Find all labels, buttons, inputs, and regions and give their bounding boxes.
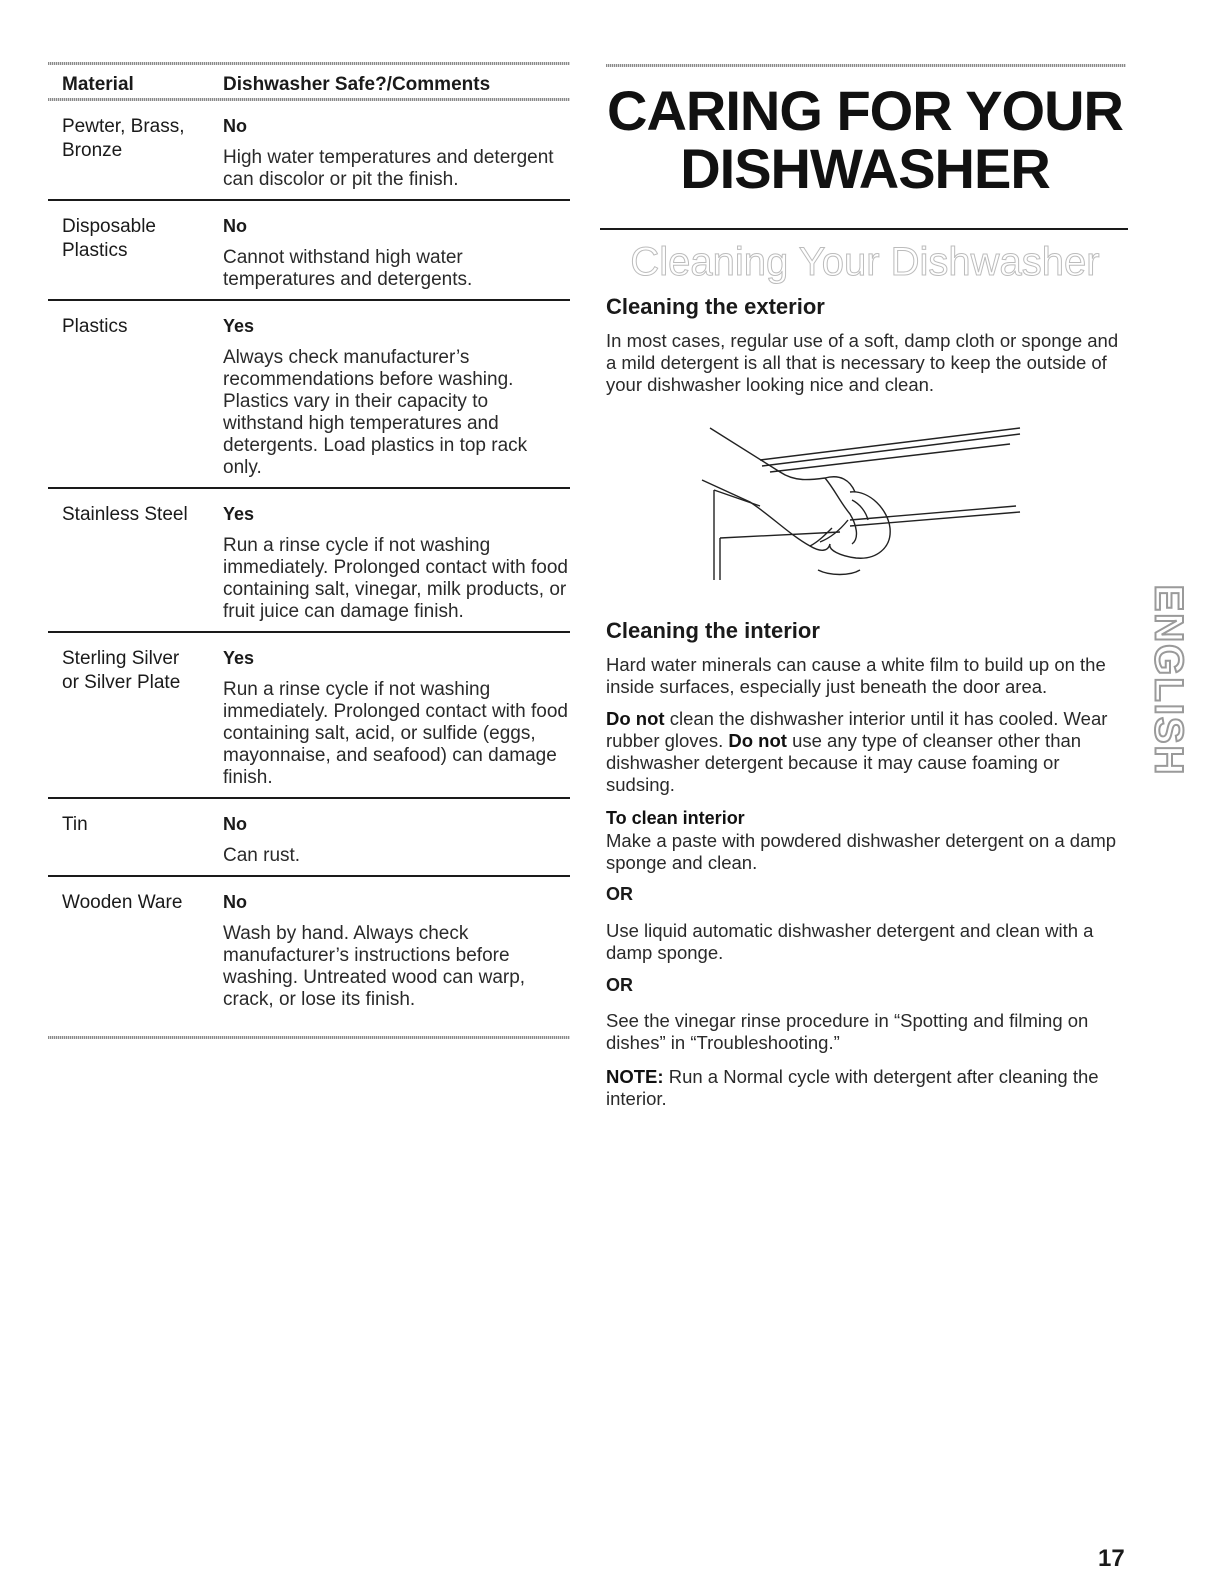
material-cell: Disposable Plastics xyxy=(62,216,156,261)
title-line-2: DISHWASHER xyxy=(680,137,1050,200)
to-clean-heading: To clean interior xyxy=(606,808,745,828)
table-row xyxy=(48,799,570,877)
materials-table xyxy=(48,62,570,1021)
material-cell: Stainless Steel xyxy=(62,504,188,525)
liquid-detergent-text: Use liquid automatic dishwasher detergent and clean with a damp sponge. xyxy=(606,920,1094,963)
to-clean-text: Make a paste with powdered dishwasher detergent on a damp sponge and clean. xyxy=(606,830,1117,873)
dishwasher-safe-verdict: Yes xyxy=(223,504,255,524)
material-cell: Wooden Ware xyxy=(62,892,183,913)
dishwasher-safe-verdict: No xyxy=(223,116,247,136)
exterior-heading: Cleaning the exterior xyxy=(606,294,825,319)
comment-cell: Always check manufacturer’s recommendations before washing. Plastics vary in their capacity to withstand high temperatures and detergents. Load plastics in top rack only. xyxy=(223,347,528,478)
language-label: ENGLISH xyxy=(1146,584,1191,776)
top-rule-right xyxy=(606,64,1126,67)
table-bottom-rule xyxy=(48,1036,570,1039)
dishwasher-safe-verdict: No xyxy=(223,892,247,912)
note-text: Run a Normal cycle with detergent after cleaning the interior. xyxy=(606,1066,1099,1109)
material-cell: Pewter, Brass, Bronze xyxy=(62,116,185,161)
comment-cell: High water temperatures and detergent can discolor or pit the finish. xyxy=(223,147,554,190)
table-row xyxy=(48,101,570,201)
page-title xyxy=(600,79,1130,200)
do-not-label-2: Do not xyxy=(728,730,787,751)
or-separator-1: OR xyxy=(606,884,633,904)
title-line-1: CARING FOR YOUR xyxy=(607,79,1123,142)
warning-text-2: use any type of cleanser other than dishwasher detergent because it may cause foaming or sudsing. xyxy=(606,730,1082,795)
material-cell: Plastics xyxy=(62,316,128,337)
dishwasher-safe-verdict: No xyxy=(223,216,247,236)
dishwasher-safe-verdict: No xyxy=(223,814,247,834)
table-row xyxy=(48,489,570,633)
comment-cell: Cannot withstand high water temperatures and detergents. xyxy=(223,247,473,290)
warning-text-1: clean the dishwasher interior until it has cooled. Wear rubber gloves. xyxy=(606,708,1108,751)
hand-wiping-door-illustration xyxy=(700,420,1030,590)
title-rule xyxy=(600,228,1128,230)
or-separator-2: OR xyxy=(606,975,633,995)
page-number: 17 xyxy=(1098,1545,1125,1572)
table-row xyxy=(48,633,570,799)
table-row xyxy=(48,301,570,489)
table-row xyxy=(48,877,570,1021)
do-not-label-1: Do not xyxy=(606,708,665,729)
dishwasher-safe-verdict: Yes xyxy=(223,316,255,336)
interior-heading: Cleaning the interior xyxy=(606,618,820,643)
table-row xyxy=(48,201,570,301)
interior-warning xyxy=(606,708,1126,796)
language-side-tab xyxy=(1146,570,1191,790)
material-cell: Tin xyxy=(62,814,88,835)
comment-cell: Run a rinse cycle if not washing immediately. Prolonged contact with food containing salt, vinegar, milk products, or fruit juice can damage finish. xyxy=(223,535,568,622)
note-label: NOTE: xyxy=(606,1066,664,1087)
comment-cell: Run a rinse cycle if not washing immediately. Prolonged contact with food containing salt, acid, or sulfide (eggs, mayonnaise, and seafood) can damage finish. xyxy=(223,679,568,788)
interior-text: Hard water minerals can cause a white film to build up on the inside surfaces, especially just beneath the door area. xyxy=(606,654,1106,697)
material-cell: Sterling Silver or Silver Plate xyxy=(62,648,181,693)
section-subtitle: Cleaning Your Dishwasher xyxy=(630,240,1100,284)
note xyxy=(606,1066,1126,1110)
comments-column-header: Dishwasher Safe?/Comments xyxy=(223,74,491,95)
dishwasher-safe-verdict: Yes xyxy=(223,648,255,668)
comment-cell: Wash by hand. Always check manufacturer’s instructions before washing. Untreated wood can warp, crack, or lose its finish. xyxy=(223,923,526,1010)
material-column-header: Material xyxy=(62,74,134,95)
comment-cell: Can rust. xyxy=(223,845,301,866)
exterior-text: In most cases, regular use of a soft, damp cloth or sponge and a mild detergent is all that is necessary to keep the outside of your dishwasher looking nice and clean. xyxy=(606,330,1119,395)
table-header xyxy=(48,62,570,98)
vinegar-rinse-text: See the vinegar rinse procedure in “Spotting and filming on dishes” in “Troubleshooting.” xyxy=(606,1010,1089,1053)
